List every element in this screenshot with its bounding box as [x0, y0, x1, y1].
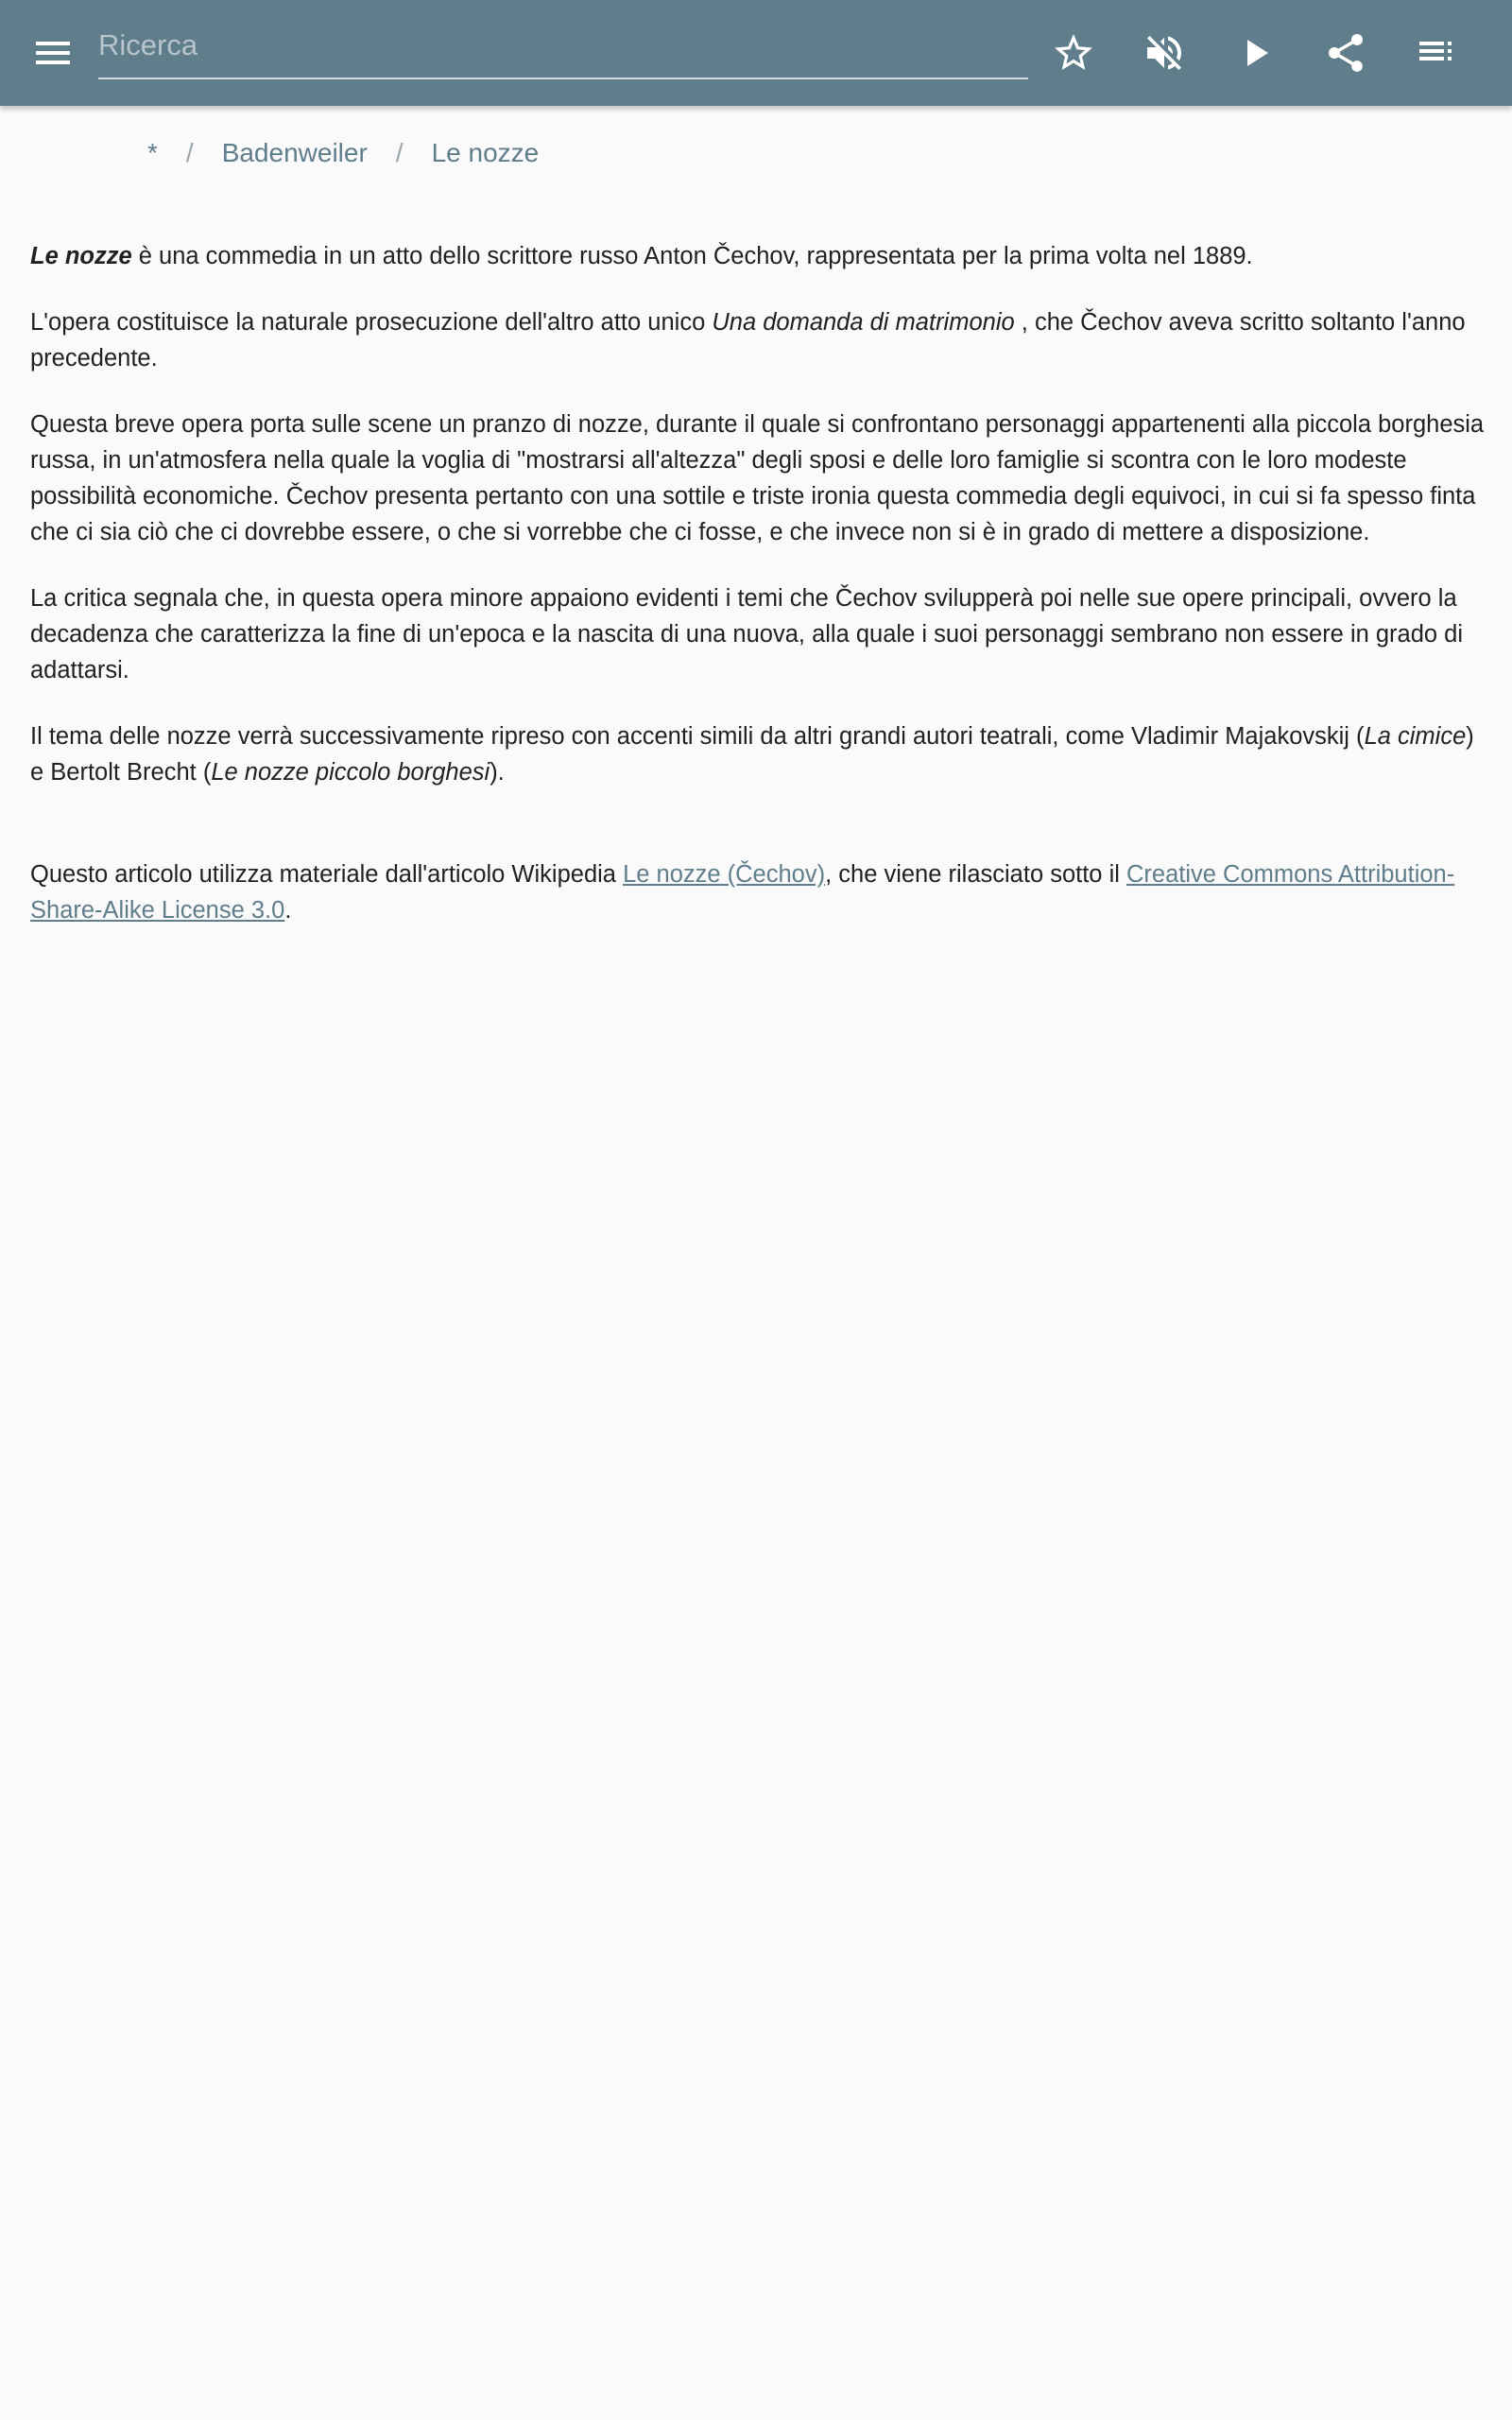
breadcrumb-separator: /: [395, 138, 404, 167]
breadcrumb-item-root[interactable]: *: [147, 138, 158, 167]
article-paragraph: L'opera costituisce la naturale prosecuzione dell'altro atto unico Una domanda di matrimonio , che Čechov aveva scritto soltanto l'anno precedente.: [30, 309, 1466, 372]
share-icon[interactable]: [1308, 15, 1383, 91]
article-paragraph: Il tema delle nozze verrà successivamente ripreso con accenti simili da altri grandi autori teatrali, come Vladimir Majakovskij (La cimice) e Bertolt Brecht (Le nozze piccolo borghesi).: [30, 723, 1474, 786]
volume-off-icon[interactable]: [1126, 15, 1202, 91]
app-bar: [0, 0, 1512, 106]
breadcrumb-separator: /: [185, 138, 194, 167]
article-paragraph: La critica segnala che, in questa opera minore appaiono evidenti i temi che Čechov svilupperà poi nelle sue opere principali, ovvero la decadenza che caratterizza la fine di un'epoca e la nascita di una nuova, alla quale i suoi personaggi sembrano non essere in grado di adattarsi.: [30, 585, 1464, 683]
star-icon[interactable]: [1036, 15, 1111, 91]
article-paragraph: Le nozze è una commedia in un atto dello scrittore russo Anton Čechov, rappresentata per la prima volta nel 1889.: [30, 243, 1253, 269]
breadcrumb-item-badenweiler[interactable]: Badenweiler: [221, 138, 368, 167]
playlist-icon[interactable]: [1399, 15, 1474, 91]
hamburger-menu-icon[interactable]: [15, 15, 91, 91]
article-title-term: Le nozze: [30, 243, 132, 269]
search-field: [98, 19, 1028, 79]
article-content: [30, 238, 1486, 959]
play-icon[interactable]: [1217, 15, 1293, 91]
article-paragraph: Questa breve opera porta sulle scene un pranzo di nozze, durante il quale si confrontano personaggi appartenenti alla piccola borghesia russa, in un'atmosfera nella quale la voglia di "mostrarsi all'altezza" degli sposi e delle loro famiglie si scontra con le loro modeste possibilità economiche. Čechov presenta pertanto con una sottile e triste ironia questa commedia degli equivoci, in cui si fa spesso finta che ci sia ciò che ci dovrebbe essere, o che si vorrebbe che ci fosse, e che invece non si è in grado di mettere a disposizione.: [30, 411, 1485, 545]
search-input[interactable]: [98, 19, 1028, 72]
wikipedia-article-link[interactable]: Le nozze (Čechov): [623, 861, 826, 888]
breadcrumb: [147, 138, 539, 168]
license-link[interactable]: Creative Commons Attribution-Share-Alike License 3.0: [30, 861, 1455, 924]
breadcrumb-item-current[interactable]: Le nozze: [431, 138, 540, 167]
attribution-paragraph: Questo articolo utilizza materiale dall'articolo Wikipedia Le nozze (Čechov), che viene rilasciato sotto il Creative Commons Attribution-Share-Alike License 3.0.: [30, 861, 1455, 924]
